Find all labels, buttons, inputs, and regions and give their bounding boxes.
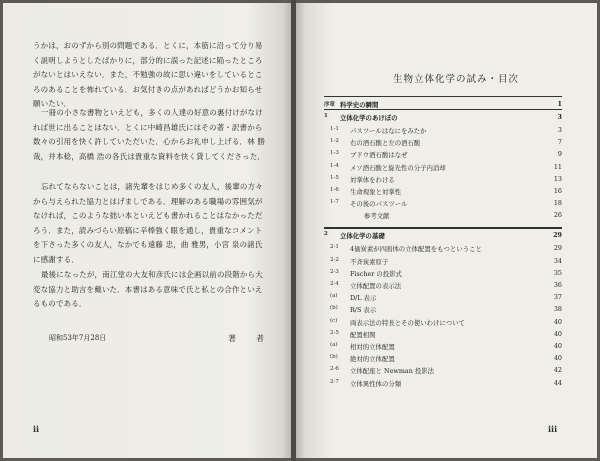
toc-page: 29 — [553, 244, 562, 253]
toc-page: 36 — [553, 281, 562, 289]
toc-entry — [324, 354, 562, 366]
toc-number: 2-5 — [330, 329, 339, 336]
toc-number: 1-4 — [330, 162, 339, 169]
toc-entry — [324, 342, 562, 354]
toc-number: (b) — [330, 354, 338, 361]
toc-label: 4価炭素が四面体の立体配置をもつということ — [350, 245, 482, 254]
left-page — [3, 3, 291, 458]
toc-number: 1-7 — [330, 199, 339, 206]
preface-paragraph: 一冊の小さな書物といえども，多くの人達の好意の裏付けがなければ世に出ることはない．とくに中崎昌雄氏にはその著・訳書から数々の引用を快く許していただいた．心からお礼申し上げる．林 勝哉，井本稔，高橋 浩の各氏は貴重な資料を快く貸してくださった． — [33, 108, 266, 161]
toc-label: D/L 表示 — [350, 294, 377, 303]
toc-page: 40 — [553, 342, 562, 350]
chapter-rule — [324, 109, 562, 110]
toc-entry — [324, 269, 562, 281]
toc-page: 3 — [557, 113, 562, 121]
toc-entry — [324, 163, 562, 175]
toc-number: 2 — [324, 231, 328, 238]
toc-entry — [324, 318, 562, 330]
toc-entry — [324, 379, 562, 391]
toc-page: 7 — [557, 138, 562, 147]
toc-page: 35 — [553, 268, 562, 277]
toc-page: 18 — [553, 199, 562, 208]
toc-number: (b) — [330, 305, 338, 312]
toc-number: 1-6 — [330, 187, 339, 193]
toc-number: 1-3 — [330, 150, 339, 157]
toc-label: 相対的立体配置 — [350, 343, 395, 351]
toc-number: 2-4 — [330, 281, 339, 287]
toc-page: 40 — [553, 354, 562, 363]
toc-page: 13 — [553, 174, 562, 183]
toc-number: 1-1 — [330, 126, 339, 132]
toc-label: ブドウ酒石酸はなぜ — [350, 151, 408, 160]
toc-chapter — [324, 231, 562, 243]
toc-page: 9 — [557, 150, 562, 159]
toc-page: 16 — [553, 187, 562, 195]
preface-paragraph: 最後になったが，南江堂の大友和彦氏には企画以前の段階から大変な協力と助言を戴いた．本書はある意味で氏と私との合作といえるものである． — [33, 270, 263, 309]
toc-page: 1 — [557, 100, 562, 108]
toc-label: 立体配座と Newman 投影法 — [350, 367, 435, 376]
toc-chapter — [324, 113, 562, 125]
toc-label: 右の酒石酸と左の酒石酸 — [350, 139, 421, 148]
toc-label: Fischer の投影式 — [350, 269, 402, 278]
toc-title: 生物立体化学の試み・目次 — [392, 74, 519, 85]
toc-entry — [324, 126, 562, 138]
toc-label: 科学史の瞬間 — [340, 101, 379, 109]
toc-page: 44 — [553, 378, 562, 387]
toc-label: 不斉炭素原子 — [350, 257, 389, 266]
toc-number: 1-5 — [330, 174, 339, 181]
toc-entry — [324, 293, 562, 305]
toc-label: 参考文献 — [364, 212, 390, 221]
toc-number: 2-3 — [330, 268, 339, 275]
toc-page: 42 — [553, 366, 562, 375]
toc-entry — [324, 305, 562, 317]
toc-label: 生命現象と対掌性 — [350, 188, 402, 196]
toc-page: 34 — [553, 256, 562, 265]
toc-entry — [324, 281, 562, 293]
toc-entry — [324, 138, 562, 150]
toc-number: 2-7 — [330, 378, 339, 385]
toc-label: 立体配置の表示法 — [350, 282, 402, 290]
chapter-rule — [324, 227, 562, 228]
toc-label: パスツールはなにをみたか — [350, 127, 427, 135]
toc-label: 絶対的立体配置 — [350, 355, 395, 364]
toc-label: 立体化学の基礎 — [340, 232, 385, 241]
toc-page: 29 — [553, 231, 562, 240]
toc-label: 配置相関 — [350, 330, 376, 339]
toc-chapter — [324, 100, 562, 112]
preface-date: 昭和53年7月28日 — [49, 334, 107, 342]
toc-page: 37 — [553, 293, 562, 302]
preface-paragraph: うかは，おのずから別の問題である．とくに，本筋に沿って分り易く説明しようとしたばかりに，部分的に誤った記述に陥ったところがないとはいえない．また，不勉強の故に思い違いをしているところのあることを怖れている．お気付きの点があればどうかお知らせ願いたい． — [33, 41, 263, 109]
chapter-rule — [324, 96, 562, 97]
toc-label: 対掌体をわける — [350, 175, 395, 184]
toc-page: 3 — [557, 126, 562, 134]
toc-references — [324, 211, 562, 223]
toc-page: 40 — [553, 317, 562, 326]
toc-entry — [324, 175, 562, 187]
toc-number: 序章 — [324, 102, 336, 108]
toc-label: メソ酒石酸と旋光性の分子内消却 — [350, 163, 446, 172]
toc-page: 38 — [553, 305, 562, 314]
toc-page: 40 — [553, 329, 562, 338]
toc-page: 26 — [553, 211, 562, 220]
toc-entry — [324, 257, 562, 269]
toc-number: 2-2 — [330, 256, 339, 263]
toc-label: 両表示法の特長とその使いわけについて — [350, 318, 465, 327]
toc-label: 立体化学のあけぼの — [340, 114, 398, 122]
toc-entry — [324, 150, 562, 162]
toc-number: (a) — [330, 342, 338, 348]
right-page — [296, 3, 597, 458]
toc-label: 立体異性体の分類 — [350, 379, 402, 388]
toc-label: R/S 表示 — [350, 306, 377, 315]
toc-page: 11 — [553, 162, 562, 171]
toc-entry — [324, 244, 562, 256]
toc-number: 1-2 — [330, 138, 339, 145]
toc-number: 2-1 — [330, 244, 339, 251]
page-number: iii — [548, 424, 558, 434]
toc-label: その後のパスツール — [350, 200, 408, 209]
toc-number: (c) — [330, 317, 338, 324]
toc-number: (a) — [330, 293, 338, 300]
toc-entry — [324, 199, 562, 211]
toc-number: 1 — [324, 113, 328, 119]
preface-paragraph: 忘れてならないことは，諸先輩をはじめ多くの友人，後輩の方々から与えられた協力とはげましである．理解のある職場の雰囲気がなければ，このような拙い本といえども書かれることはなかっただろう．また，読みづらい原稿に辛棒強く眼を通し，貴重なコメントを下さった多くの友人，なかでも遠藤 忠，曲 雅男，小宮 泉の諸氏に感謝する． — [33, 182, 263, 264]
toc-entry — [324, 330, 562, 342]
toc-entry — [324, 366, 562, 378]
page-number: ii — [33, 424, 40, 434]
toc-number: 2-6 — [330, 366, 339, 373]
toc-entry — [324, 187, 562, 199]
preface-author: 著 者 — [228, 334, 270, 343]
